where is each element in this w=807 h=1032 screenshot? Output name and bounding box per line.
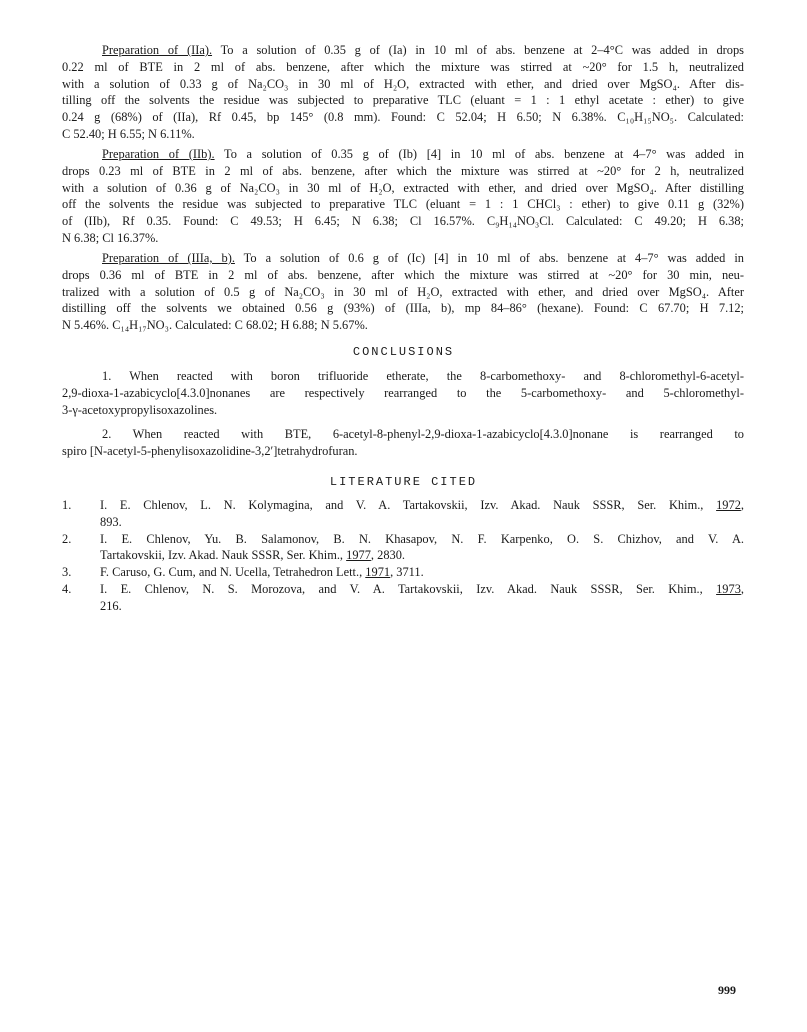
- conclusion-2: [62, 426, 744, 460]
- text-line: N 6.38; Cl 16.37%.: [62, 230, 159, 245]
- text-line: Preparation of (IIIa, b). To a solution of 0.6 g of (Ic) [4] in 10 ml of abs. benzene at 4–7° was added in: [102, 251, 744, 265]
- reference-line: Tartakovskii, Izv. Akad. Nauk SSSR, Ser. Khim., 1977, 2830.: [100, 548, 405, 563]
- text-line: Preparation of (IIa). To a solution of 0.35 g of (Ia) in 10 ml of abs. benzene at 2–4°C was added in drops: [102, 43, 744, 57]
- reference-line: I. E. Chlenov, L. N. Kolymagina, and V. A. Tartakovskii, Izv. Akad. Nauk SSSR, Ser. Khim., 1972,: [100, 498, 744, 512]
- reference-number: 1.: [62, 498, 72, 512]
- paragraph-preparation-iia: [62, 42, 744, 143]
- section-title: Preparation of (IIb).: [102, 147, 215, 161]
- reference-item: [62, 531, 744, 565]
- text-line: of (IIb), Rf 0.35. Found: C 49.53; H 6.45; N 6.38; Cl 16.57%. C₉H₁₄NO₃Cl. Calculated: C 49.20; H 6.38;: [62, 214, 744, 229]
- text-line: 0.22 ml of BTE in 2 ml of abs. benzene, after which the mixture was stirred at ~20° for 1.5 h, neutralized: [62, 59, 744, 74]
- reference-item: [62, 497, 744, 531]
- reference-year: 1971: [365, 565, 391, 580]
- text-line: with a solution of 0.36 g of Na₂CO₃ in 30 ml of H₂O, extracted with ether, and dried over MgSO₄. After distilling: [62, 180, 744, 195]
- text-line: tilling off the solvents the residue was subjected to preparative TLC (eluant = 1 : 1 ethyl acetate : ether) to give: [62, 93, 744, 108]
- text-line: distilling off the solvents we obtained 0.56 g (93%) of (IIIa, b), mp 84–86° (hexane). Found: C 67.70; H 7.12;: [62, 301, 744, 316]
- reference-line: F. Caruso, G. Cum, and N. Ucella, Tetrahedron Lett., 1971, 3711.: [100, 565, 424, 580]
- text-line: drops 0.36 ml of BTE in 2 ml of abs. benzene, after which the mixture was stirred at ~20° for 30 min, neu-: [62, 267, 744, 282]
- text-line: 0.24 g (68%) of (IIa), Rf 0.45, bp 145° (0.8 mm). Found: C 52.04; H 6.50; N 6.38%. C₁₀H₁₅NO₅. Calculated:: [62, 110, 744, 125]
- text-line: with a solution of 0.33 g of Na₂CO₃ in 30 ml of H₂O, extracted with ether, and dried over MgSO₄. After dis-: [62, 76, 744, 91]
- section-title: Preparation of (IIa).: [102, 43, 213, 57]
- reference-line: 893.: [100, 514, 122, 529]
- text-line: tralized with a solution of 0.5 g of Na₂CO₃ in 30 ml of H₂O, extracted with ether, and dried over MgSO₄. After: [62, 284, 744, 299]
- reference-number: 4.: [62, 581, 72, 596]
- page-number: 999: [718, 983, 736, 997]
- reference-year: 1977: [346, 548, 371, 563]
- paragraph-preparation-iib: [62, 146, 744, 247]
- reference-list: [62, 497, 744, 615]
- reference-item: [62, 564, 744, 581]
- reference-line: I. E. Chlenov, Yu. B. Salamonov, B. N. Khasapov, N. F. Karpenko, O. S. Chizhov, and V. A.: [100, 531, 744, 546]
- text-line: N 5.46%. C₁₄H₁₇NO₃. Calculated: C 68.02; H 6.88; N 5.67%.: [62, 318, 368, 333]
- text-line: Preparation of (IIb). To a solution of 0.35 g of (Ib) [4] in 10 ml of abs. benzene at 4–7° was added in: [102, 147, 744, 161]
- conclusion-1: [62, 368, 744, 418]
- section-title: Preparation of (IIIa, b).: [102, 251, 235, 265]
- text-line: C 52.40; H 6.55; N 6.11%.: [62, 126, 195, 141]
- conclusions-heading: CONCLUSIONS: [352, 345, 455, 359]
- paragraph-preparation-iiiab: [62, 250, 744, 334]
- reference-number: 3.: [62, 565, 72, 580]
- text-line: 1. When reacted with boron trifluoride etherate, the 8-carbomethoxy- and 8-chloromethyl-6-acetyl-: [102, 369, 744, 383]
- text-line: drops 0.23 ml of BTE in 2 ml of abs. benzene, after which the mixture was stirred at ~20° for 2 h, neutralized: [62, 163, 744, 178]
- reference-line: 216.: [100, 598, 122, 613]
- literature-cited-heading: LITERATURE CITED: [329, 475, 478, 489]
- text-line: spiro [N-acetyl-5-phenylisoxazolidine-3,2′]tetrahydrofuran.: [62, 443, 358, 458]
- reference-year: 1973: [716, 581, 741, 596]
- text-line: 3-γ-acetoxypropylisoxazolines.: [62, 402, 218, 417]
- reference-year: 1972: [716, 498, 741, 512]
- reference-line: I. E. Chlenov, N. S. Morozova, and V. A. Tartakovskii, Izv. Akad. Nauk SSSR, Ser. Khim., 1973,: [100, 581, 744, 596]
- text-line: 2,9-dioxa-1-azabicyclo[4.3.0]nonanes are respectively rearranged to the 5-carbomethoxy- and 5-chloromethyl-: [62, 385, 744, 400]
- reference-number: 2.: [62, 531, 72, 546]
- text-line: off the solvents the residue was subjected to preparative TLC (eluant = 1 : 1 CHCl₃ : ether) to give 0.11 g (32%): [62, 197, 744, 212]
- text-line: 2. When reacted with BTE, 6-acetyl-8-phenyl-2,9-dioxa-1-azabicyclo[4.3.0]nonane is rearranged to: [102, 427, 744, 441]
- reference-item: [62, 581, 744, 615]
